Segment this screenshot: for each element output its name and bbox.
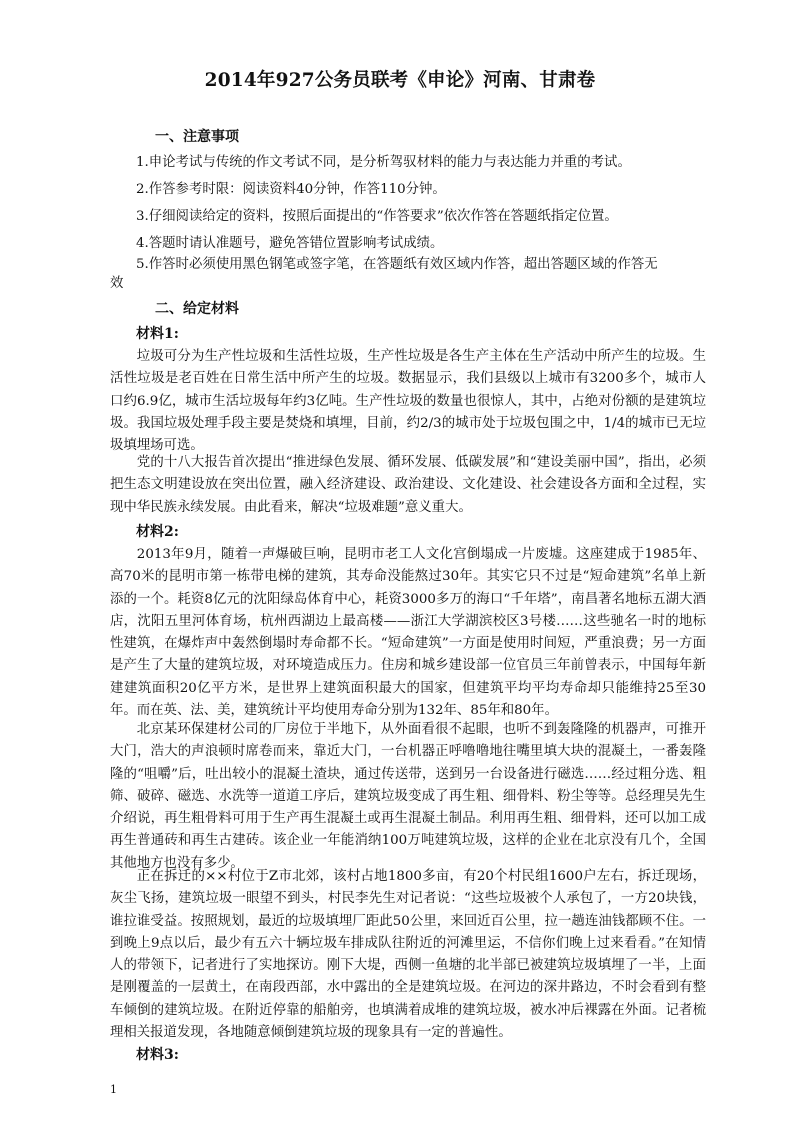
section-heading-notes: 一、注意事项 bbox=[155, 129, 239, 145]
section-heading-materials: 二、给定材料 bbox=[155, 301, 239, 317]
material-1-paragraph-2: 党的十八大报告首次提出“推进绿色发展、循环发展、低碳发展”和“建设美丽中国”，指出，必须把生态文明建设放在突出位置，融入经济建设、政治建设、文化建设、社会建设各方面和全过程，实现中华民族永续发展。由此看来，解决“垃圾难题”意义重大。 bbox=[110, 455, 706, 515]
note-item-1: 1.申论考试与传统的作文考试不同，是分析驾驭材料的能力与表达能力并重的考试。 bbox=[136, 155, 631, 170]
material-1-label: 材料1: bbox=[136, 326, 179, 342]
material-2-paragraph-2: 北京某环保建材公司的厂房位于半地下，从外面看很不起眼，也听不到轰隆隆的机器声，可推开大门，浩大的声浪顿时席卷而来，靠近大门，一台机器正呼噜噜地往嘴里填大块的混凝土，一番轰隆隆的“咀嚼”后，吐出较小的混凝土渣块，通过传送带，送到另一台设备进行磁选……经过粗分选、粗筛、破碎、磁选、水洗等一道道工序后，建筑垃圾变成了再生粗、细骨料、粉尘等等。总经理吴先生介绍说，再生粗骨料可用于生产再生混凝土或再生混凝土制品。利用再生粗、细骨料，还可以加工成再生普通砖和再生古建砖。该企业一年能消纳100万吨建筑垃圾，这样的企业在北京没有几个，全国其他地方也没有多少。 bbox=[110, 722, 706, 871]
material-2-paragraph-3: 正在拆迁的××村位于Z市北郊，该村占地1800多亩，有20个村民组1600户左右，拆迁现场，灰尘飞扬，建筑垃圾一眼望不到头，村民李先生对记者说：“这些垃圾被个人承包了，一方20块钱，谁拉谁受益。按照规划，最近的垃圾填埋厂距此50公里，来回近百公里，拉一趟连油钱都顾不住。一到晚上9点以后，最少有五六十辆垃圾车排成队往附近的河滩里运，不信你们晚上过来看看。”在知情人的带领下，记者进行了实地探访。刚下大堤，西侧一鱼塘的北半部已被建筑垃圾填埋了一半，上面是刚覆盖的一层黄土，在南段西部，水中露出的全是建筑垃圾。在河边的深井路边，不时会看到有整车倾倒的建筑垃圾。在附近停靠的船舶旁，也填满着成堆的建筑垃圾，被水冲后裸露在外面。记者梳理相关报道发现，各地随意倾倒建筑垃圾的现象具有一定的普遍性。 bbox=[110, 869, 706, 1041]
note-item-5: 5.作答时必须使用黑色钢笔或签字笔，在答题纸有效区域内作答，超出答题区域的作答无 bbox=[136, 257, 658, 272]
material-3-label: 材料3: bbox=[136, 1047, 179, 1063]
page-title: 2014年927公务员联考《申论》河南、甘肃卷 bbox=[204, 70, 596, 91]
note-item-3: 3.仔细阅读给定的资料，按照后面提出的“作答要求”依次作答在答题纸指定位置。 bbox=[136, 209, 618, 224]
page-number: 1 bbox=[110, 1083, 117, 1096]
note-item-5-cont: 效 bbox=[110, 276, 124, 291]
note-item-2: 2.作答参考时限：阅读资料40分钟，作答110分钟。 bbox=[136, 182, 446, 197]
material-2-paragraph-1: 2013年9月，随着一声爆破巨响，昆明市老工人文化宫倒塌成一片废墟。这座建成于1985年、高70米的昆明市第一栋带电梯的建筑，其寿命没能熬过30年。其实它只不过是“短命建筑”名单上新添的一个。耗资8亿元的沈阳绿岛体育中心，耗资3000多万的海口“千年塔”，南昌著名地标五湖大酒店，沈阳五里河体育场，杭州西湖边上最高楼——浙江大学湖滨校区3号楼……这些驰名一时的地标性建筑，在爆炸声中轰然倒塌时寿命都不长。“短命建筑”一方面是使用时间短，严重浪费；另一方面是产生了大量的建筑垃圾，对环境造成压力。住房和城乡建设部一位官员三年前曾表示，中国每年新建建筑面积20亿平方米，是世界上建筑面积最大的国家，但建筑平均平均寿命却只能维持25至30年。而在英、法、美，建筑统计平均使用寿命分别为132年、85年和80年。 bbox=[110, 547, 706, 719]
note-item-4: 4.答题时请认准题号，避免答错位置影响考试成绩。 bbox=[136, 236, 444, 251]
material-1-paragraph-1: 垃圾可分为生产性垃圾和生活性垃圾，生产性垃圾是各生产主体在生产活动中所产生的垃圾。生活性垃圾是老百姓在日常生活中所产生的垃圾。数据显示，我们县级以上城市有3200多个，城市人口约6.9亿，城市生活垃圾每年约3亿吨。生产性垃圾的数量也很惊人，其中，占绝对份额的是建筑垃圾。我国垃圾处理手段主要是焚烧和填埋，目前，约2/3的城市处于垃圾包围之中，1/4的城市已无垃圾填埋场可选。 bbox=[110, 349, 706, 454]
material-2-label: 材料2: bbox=[136, 524, 179, 540]
